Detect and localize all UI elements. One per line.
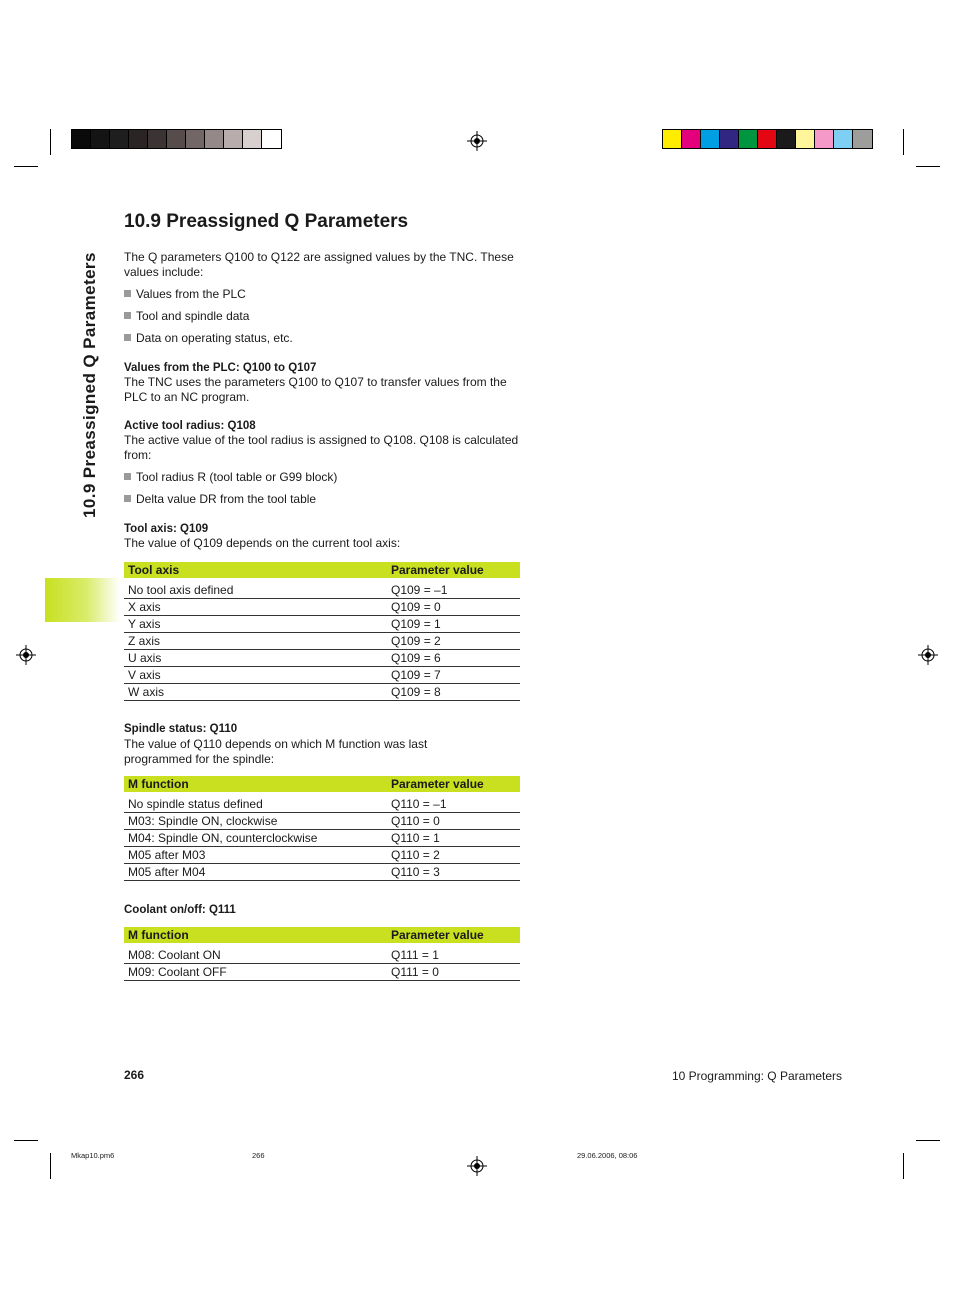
table-row: X axis Q109 = 0 — [124, 599, 520, 616]
table-row: U axis Q109 = 6 — [124, 650, 520, 667]
registration-mark-icon — [918, 645, 938, 665]
column-header: Tool axis — [124, 562, 387, 578]
column-header: M function — [124, 776, 387, 792]
side-section-title: 10.9 Preassigned Q Parameters — [80, 252, 99, 518]
column-header: Parameter value — [387, 562, 520, 578]
list-item: Tool radius R (tool table or G99 block) — [124, 470, 337, 484]
tool-axis-table — [124, 562, 520, 701]
color-swatch — [110, 130, 129, 148]
column-header: M function — [124, 927, 387, 943]
bullet-square-icon — [124, 312, 131, 319]
color-calibration-bar — [662, 129, 873, 149]
page-number: 266 — [124, 1068, 145, 1082]
slug-filename: Mkap10.pm6 — [71, 1151, 115, 1160]
spindle-status-table — [124, 776, 520, 881]
running-footer-chapter: 10 Programming: Q Parameters — [671, 1069, 842, 1083]
table-row: No tool axis defined Q109 = –1 — [124, 582, 520, 599]
list-item: Tool and spindle data — [124, 309, 249, 323]
color-swatch — [834, 130, 853, 148]
color-swatch — [720, 130, 739, 148]
crop-mark — [903, 129, 904, 155]
table-row: Y axis Q109 = 1 — [124, 616, 520, 633]
slug-page: 266 — [252, 1151, 265, 1160]
table-row: M05 after M03 Q110 = 2 — [124, 847, 520, 864]
color-swatch — [205, 130, 224, 148]
column-header: Parameter value — [387, 927, 520, 943]
bullet-square-icon — [124, 290, 131, 297]
crop-mark — [916, 166, 940, 167]
registration-mark-icon — [467, 131, 487, 151]
table-row: Z axis Q109 = 2 — [124, 633, 520, 650]
intro-paragraph: The Q parameters Q100 to Q122 are assigned values by the TNC. These values include: — [124, 250, 514, 279]
color-swatch — [739, 130, 758, 148]
table-row: M04: Spindle ON, counterclockwise Q110 = 1 — [124, 830, 520, 847]
color-swatch — [243, 130, 262, 148]
color-swatch — [758, 130, 777, 148]
section-paragraph: The active value of the tool radius is assigned to Q108. Q108 is calculated from: — [124, 433, 519, 462]
table-row: M03: Spindle ON, clockwise Q110 = 0 — [124, 813, 520, 830]
registration-mark-icon — [16, 645, 36, 665]
color-swatch — [815, 130, 834, 148]
table-header-row — [124, 927, 520, 943]
crop-mark — [916, 1140, 940, 1141]
bullet-square-icon — [124, 334, 131, 341]
color-swatch — [148, 130, 167, 148]
section-tab-marker — [45, 578, 120, 622]
color-swatch — [129, 130, 148, 148]
bullet-square-icon — [124, 495, 131, 502]
crop-mark — [50, 129, 51, 155]
crop-mark — [14, 166, 38, 167]
table-row: M09: Coolant OFF Q111 = 0 — [124, 964, 520, 981]
column-header: Parameter value — [387, 776, 520, 792]
slug-date: 29.06.2006, 08:06 — [577, 1151, 638, 1160]
table-row: M05 after M04 Q110 = 3 — [124, 864, 520, 881]
color-swatch — [796, 130, 815, 148]
section-heading: Spindle status: Q110 — [124, 723, 238, 735]
grayscale-calibration-bar — [71, 129, 282, 149]
section-heading: Tool axis: Q109 — [124, 523, 209, 535]
color-swatch — [682, 130, 701, 148]
color-swatch — [663, 130, 682, 148]
section-heading: Values from the PLC: Q100 to Q107 — [124, 362, 317, 374]
list-item: Values from the PLC — [124, 287, 246, 301]
table-header-row — [124, 562, 520, 578]
table-row: No spindle status defined Q110 = –1 — [124, 796, 520, 813]
list-item: Delta value DR from the tool table — [124, 492, 316, 506]
registration-mark-icon — [467, 1156, 487, 1176]
color-swatch — [186, 130, 205, 148]
section-paragraph: The TNC uses the parameters Q100 to Q107 to transfer values from the PLC to an NC program. — [124, 375, 507, 404]
section-paragraph: The value of Q109 depends on the current tool axis: — [124, 536, 401, 550]
color-swatch — [262, 130, 281, 148]
crop-mark — [14, 1140, 38, 1141]
color-swatch — [777, 130, 796, 148]
color-swatch — [224, 130, 243, 148]
crop-mark — [50, 1153, 51, 1179]
section-heading: Coolant on/off: Q111 — [124, 904, 236, 916]
table-header-row — [124, 776, 520, 792]
color-swatch — [91, 130, 110, 148]
color-swatch — [167, 130, 186, 148]
bullet-square-icon — [124, 473, 131, 480]
color-swatch — [701, 130, 720, 148]
table-row: V axis Q109 = 7 — [124, 667, 520, 684]
list-item: Data on operating status, etc. — [124, 331, 293, 345]
page-title: 10.9 Preassigned Q Parameters — [124, 211, 409, 232]
coolant-table — [124, 927, 520, 981]
color-swatch — [853, 130, 872, 148]
section-heading: Active tool radius: Q108 — [124, 420, 256, 432]
crop-mark — [903, 1153, 904, 1179]
section-paragraph: The value of Q110 depends on which M function was last programmed for the spindle: — [124, 737, 428, 766]
table-row: W axis Q109 = 8 — [124, 684, 520, 701]
table-row: M08: Coolant ON Q111 = 1 — [124, 947, 520, 964]
color-swatch — [72, 130, 91, 148]
